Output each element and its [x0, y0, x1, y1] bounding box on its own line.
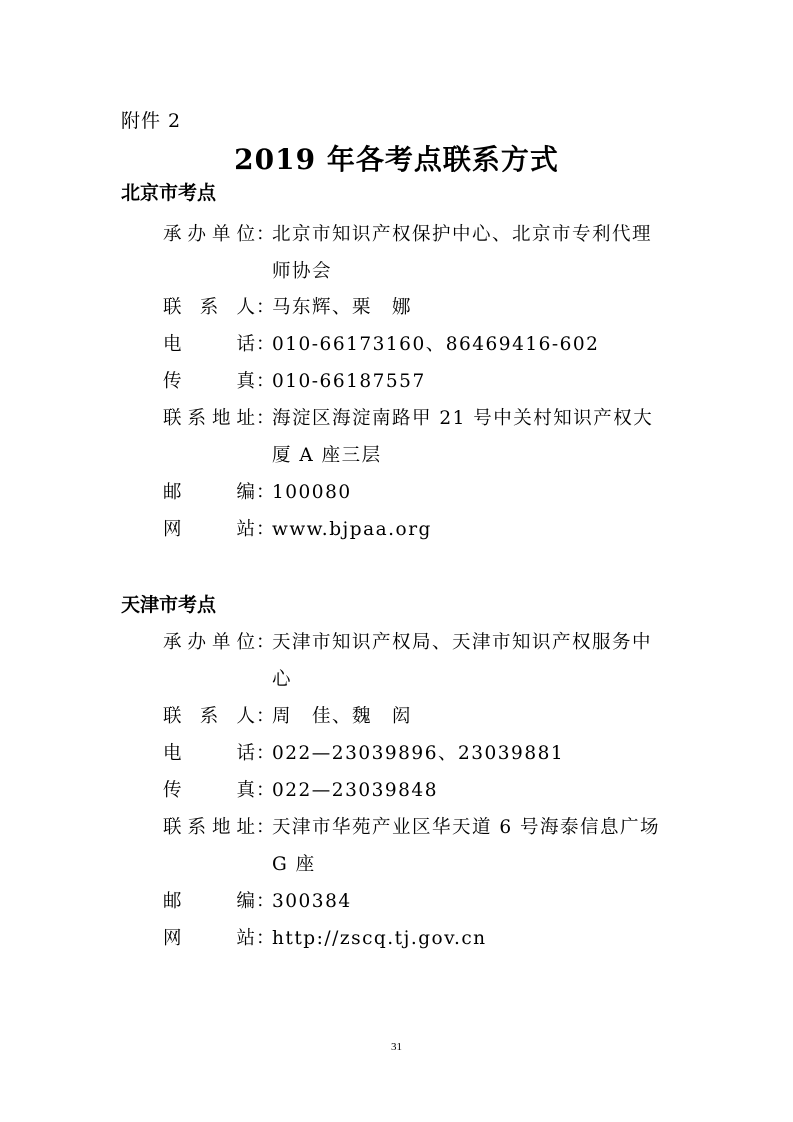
label-char: 真 — [236, 371, 255, 392]
value-line: 厦 A 座三层 — [272, 445, 382, 466]
value-line: 天津市知识产权局、天津市知识产权服务中 — [272, 632, 653, 653]
field-colon: ： — [256, 706, 275, 727]
page-title: 2019 年各考点联系方式 — [234, 143, 559, 176]
field-label — [163, 624, 255, 661]
field-label — [163, 400, 255, 437]
field-label — [163, 326, 255, 363]
field-colon: ： — [256, 780, 275, 801]
label-char: 系 — [187, 817, 206, 838]
field-colon: ： — [256, 334, 275, 355]
field-colon: ： — [256, 743, 275, 764]
label-char: 办 — [187, 632, 206, 653]
label-char: 真 — [236, 780, 255, 801]
field-value — [272, 809, 692, 883]
label-char: 站 — [236, 519, 255, 540]
label-char: 联 — [163, 817, 182, 838]
label-char: 位 — [236, 632, 255, 653]
field-colon: ： — [256, 297, 275, 318]
label-char: 编 — [236, 482, 255, 503]
field-label — [163, 216, 255, 253]
field-label — [163, 809, 255, 846]
section-heading: 北京市考点 — [121, 182, 217, 204]
field-colon: ： — [256, 408, 275, 429]
label-char: 人 — [236, 706, 255, 727]
label-char: 联 — [163, 408, 182, 429]
value-line: 海淀区海淀南路甲 21 号中关村知识产权大 — [272, 408, 654, 429]
field-colon: ： — [256, 371, 275, 392]
label-char: 单 — [211, 632, 231, 653]
label-char: 办 — [187, 224, 206, 245]
label-char: 联 — [163, 706, 182, 727]
field-value: 022—23039848 — [272, 780, 438, 801]
label-char: 传 — [163, 780, 182, 801]
label-char: 承 — [163, 632, 182, 653]
label-char: 话 — [236, 334, 255, 355]
field-value: 010-66173160、86469416-602 — [272, 334, 600, 355]
field-label — [163, 511, 255, 548]
label-char: 编 — [236, 891, 255, 912]
label-char: 系 — [187, 408, 206, 429]
field-label — [163, 474, 255, 511]
label-char: 址 — [236, 408, 255, 429]
field-colon: ： — [256, 224, 275, 245]
field-label — [163, 735, 255, 772]
field-value — [272, 624, 692, 698]
field-colon: ： — [256, 632, 275, 653]
label-char: 网 — [163, 519, 182, 540]
field-colon: ： — [256, 891, 275, 912]
field-colon: ： — [256, 817, 275, 838]
field-colon: ： — [256, 519, 275, 540]
field-label — [163, 772, 255, 809]
label-char: 联 — [163, 297, 182, 318]
field-value: 010-66187557 — [272, 371, 426, 392]
label-char: 话 — [236, 743, 255, 764]
field-label — [163, 920, 255, 957]
value-line: 天津市华苑产业区华天道 6 号海泰信息广场 — [272, 817, 661, 838]
field-label — [163, 363, 255, 400]
label-char: 单 — [211, 224, 231, 245]
value-line: 北京市知识产权保护中心、北京市专利代理 — [272, 224, 653, 245]
label-char: 址 — [236, 817, 255, 838]
label-char: 人 — [236, 297, 255, 318]
label-char: 邮 — [163, 891, 182, 912]
website-link[interactable]: http://zscq.tj.gov.cn — [272, 928, 487, 949]
field-value: 100080 — [272, 482, 352, 503]
field-colon: ： — [256, 928, 275, 949]
value-line: 心 — [272, 669, 293, 690]
value-line: G 座 — [272, 854, 316, 875]
field-value — [272, 216, 692, 290]
label-char: 站 — [236, 928, 255, 949]
label-char: 位 — [236, 224, 255, 245]
attachment-label: 附件 2 — [121, 110, 182, 132]
label-char: 系 — [199, 706, 219, 727]
field-value: 周 佳、魏 闳 — [272, 706, 413, 727]
label-char: 系 — [199, 297, 219, 318]
field-value: 022—23039896、23039881 — [272, 743, 565, 764]
label-char: 邮 — [163, 482, 182, 503]
label-char: 传 — [163, 371, 182, 392]
value-line: 师协会 — [272, 261, 333, 282]
label-char: 地 — [211, 408, 231, 429]
label-char: 承 — [163, 224, 182, 245]
field-value: 300384 — [272, 891, 352, 912]
section-heading: 天津市考点 — [121, 594, 217, 616]
label-char: 电 — [163, 743, 182, 764]
field-value — [272, 400, 692, 474]
field-colon: ： — [256, 482, 275, 503]
label-char: 电 — [163, 334, 182, 355]
field-label — [163, 698, 255, 735]
field-label — [163, 883, 255, 920]
page-number: 31 — [391, 1041, 402, 1053]
field-value: 马东辉、栗 娜 — [272, 297, 413, 318]
website-link[interactable]: www.bjpaa.org — [272, 519, 432, 540]
field-label — [163, 289, 255, 326]
label-char: 网 — [163, 928, 182, 949]
label-char: 地 — [211, 817, 231, 838]
